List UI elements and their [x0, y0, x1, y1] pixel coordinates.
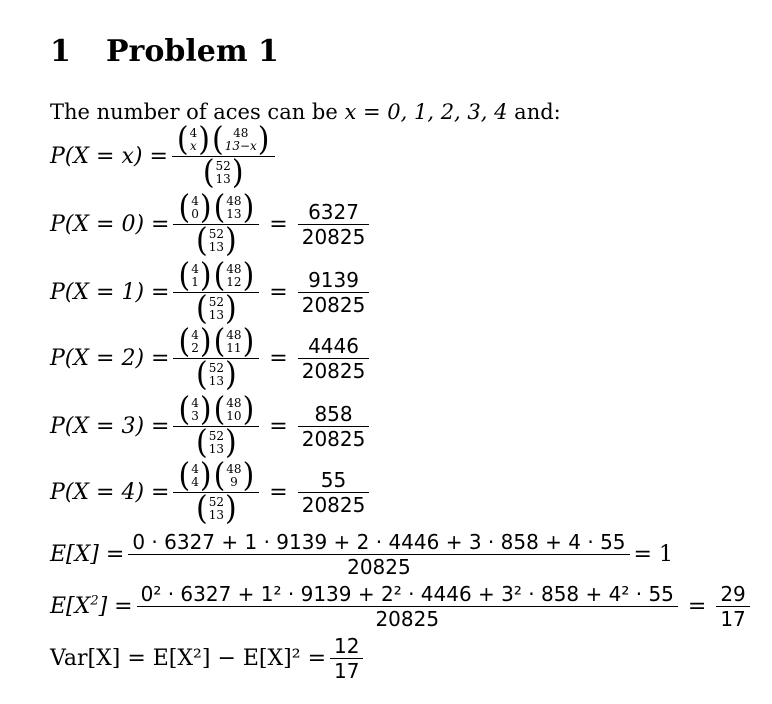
pmf-value — [298, 470, 370, 515]
pmf-binomial-fraction — [173, 456, 259, 528]
binom: ( 4 1 ) — [178, 256, 212, 295]
second-moment: $E[X^2]$ = $\frac{\text{0² · 6327 + 1² · 9139 + 2² · 4446 + 3² · 858 + 4² · 55}}{20825}$ = $\frac{29}{17}$ — [50, 584, 754, 629]
pmf-lhs: P(X = 3) = — [50, 414, 170, 439]
pmf-row: P(X = 1) = ( 4 1 ) ( 48 12 ) ( 52 13 ) = $\frac{9139}{20825}$ — [50, 262, 373, 323]
binom: ( 52 13 ) — [196, 355, 237, 394]
pmf-lhs: P(X = 2) = — [50, 346, 170, 371]
binom: ( 4 2 ) — [178, 322, 212, 361]
pmf-numerator: 55 — [320, 468, 347, 492]
ex2-fraction — [137, 584, 678, 629]
ex2-denominator: 20825 — [375, 607, 440, 631]
ex2-lhs: $E[X^2]$ = — [50, 593, 133, 619]
pmf-value — [298, 336, 370, 381]
general-lhs: P(X = x) = — [50, 144, 168, 169]
binom: ( 48 12 ) — [213, 256, 255, 295]
pmf-row: P(X = 4) = ( 4 4 ) ( 48 9 ) ( 52 13 ) = $\frac{55}{20825}$ — [50, 462, 373, 523]
pmf-lhs: P(X = 0) = — [50, 212, 170, 237]
pmf-binomial-fraction — [173, 322, 259, 394]
pmf-row: P(X = 3) = ( 4 3 ) ( 48 10 ) ( 52 13 ) = $\frac{858}{20825}$ — [50, 396, 373, 457]
binom: ( 4 x ) — [176, 120, 210, 159]
pmf-value — [298, 270, 370, 315]
pmf-binomial-fraction — [173, 188, 259, 260]
pmf-numerator: 858 — [314, 402, 353, 426]
binom: ( 4 3 ) — [178, 390, 212, 429]
binom: ( 48 13 ) — [213, 188, 255, 227]
section-title: Problem 1 — [106, 34, 279, 69]
pmf-value — [298, 404, 370, 449]
section-heading — [50, 34, 279, 69]
variance — [50, 636, 367, 681]
intro-sentence — [50, 100, 561, 124]
ex-lhs: E[X] = — [50, 542, 125, 567]
pmf-denominator: 20825 — [301, 359, 366, 383]
pmf-binomial-fraction — [173, 390, 259, 462]
pmf-denominator: 20825 — [301, 293, 366, 317]
pmf-row: P(X = 2) = ( 4 2 ) ( 48 11 ) ( 52 13 ) = $\frac{4446}{20825}$ — [50, 328, 373, 389]
pmf-denominator: 20825 — [301, 225, 366, 249]
binom: ( 4 4 ) — [178, 456, 212, 495]
binom: ( 52 13 ) — [196, 289, 237, 328]
general-pmf — [50, 120, 279, 192]
pmf-lhs: P(X = 4) = — [50, 480, 170, 505]
intro-suffix: and: — [514, 100, 561, 124]
binom: ( 48 10 ) — [213, 390, 255, 429]
expectation — [50, 532, 673, 577]
pmf-denominator: 20825 — [301, 427, 366, 451]
ex-numerator: 0 · 6327 + 1 · 9139 + 2 · 4446 + 3 · 858 + 4 · 55 — [132, 530, 626, 554]
ex-result: = 1 — [633, 542, 673, 567]
binom: ( 52 13 ) — [196, 423, 237, 462]
var-fraction: $\frac{12}{17}$ — [330, 636, 363, 681]
ex2-result: $\frac{29}{17}$ — [716, 584, 749, 629]
section-number: 1 — [50, 34, 71, 69]
pmf-lhs: P(X = 1) = — [50, 280, 170, 305]
intro-values: x = 0, 1, 2, 3, 4 — [344, 100, 508, 124]
ex-fraction — [128, 532, 629, 577]
binom: ( 48 13−x ) — [211, 120, 270, 159]
pmf-value — [298, 202, 370, 247]
ex2-numerator: 0² · 6327 + 1² · 9139 + 2² · 4446 + 3² · 858 + 4² · 55 — [140, 582, 674, 606]
pmf-numerator: 9139 — [308, 268, 359, 292]
general-fraction — [172, 120, 275, 192]
pmf-numerator: 4446 — [308, 334, 359, 358]
binom: ( 48 9 ) — [213, 456, 255, 495]
ex-denominator: 20825 — [347, 555, 411, 579]
binom: ( 4 0 ) — [178, 188, 212, 227]
binom: ( 52 13 ) — [202, 153, 244, 192]
pmf-denominator: 20825 — [301, 493, 366, 517]
binom: ( 48 11 ) — [213, 322, 255, 361]
pmf-row: P(X = 0) = ( 4 0 ) ( 48 13 ) ( 52 13 ) = $\frac{6327}{20825}$ — [50, 194, 373, 255]
pmf-numerator: 6327 — [308, 200, 359, 224]
pmf-binomial-fraction — [173, 256, 259, 328]
binom: ( 52 13 ) — [196, 489, 237, 528]
binom: ( 52 13 ) — [196, 221, 237, 260]
var-lhs: Var[X] = E[X²] − E[X]² = — [50, 646, 327, 671]
intro-text: The number of aces can be — [50, 100, 338, 124]
